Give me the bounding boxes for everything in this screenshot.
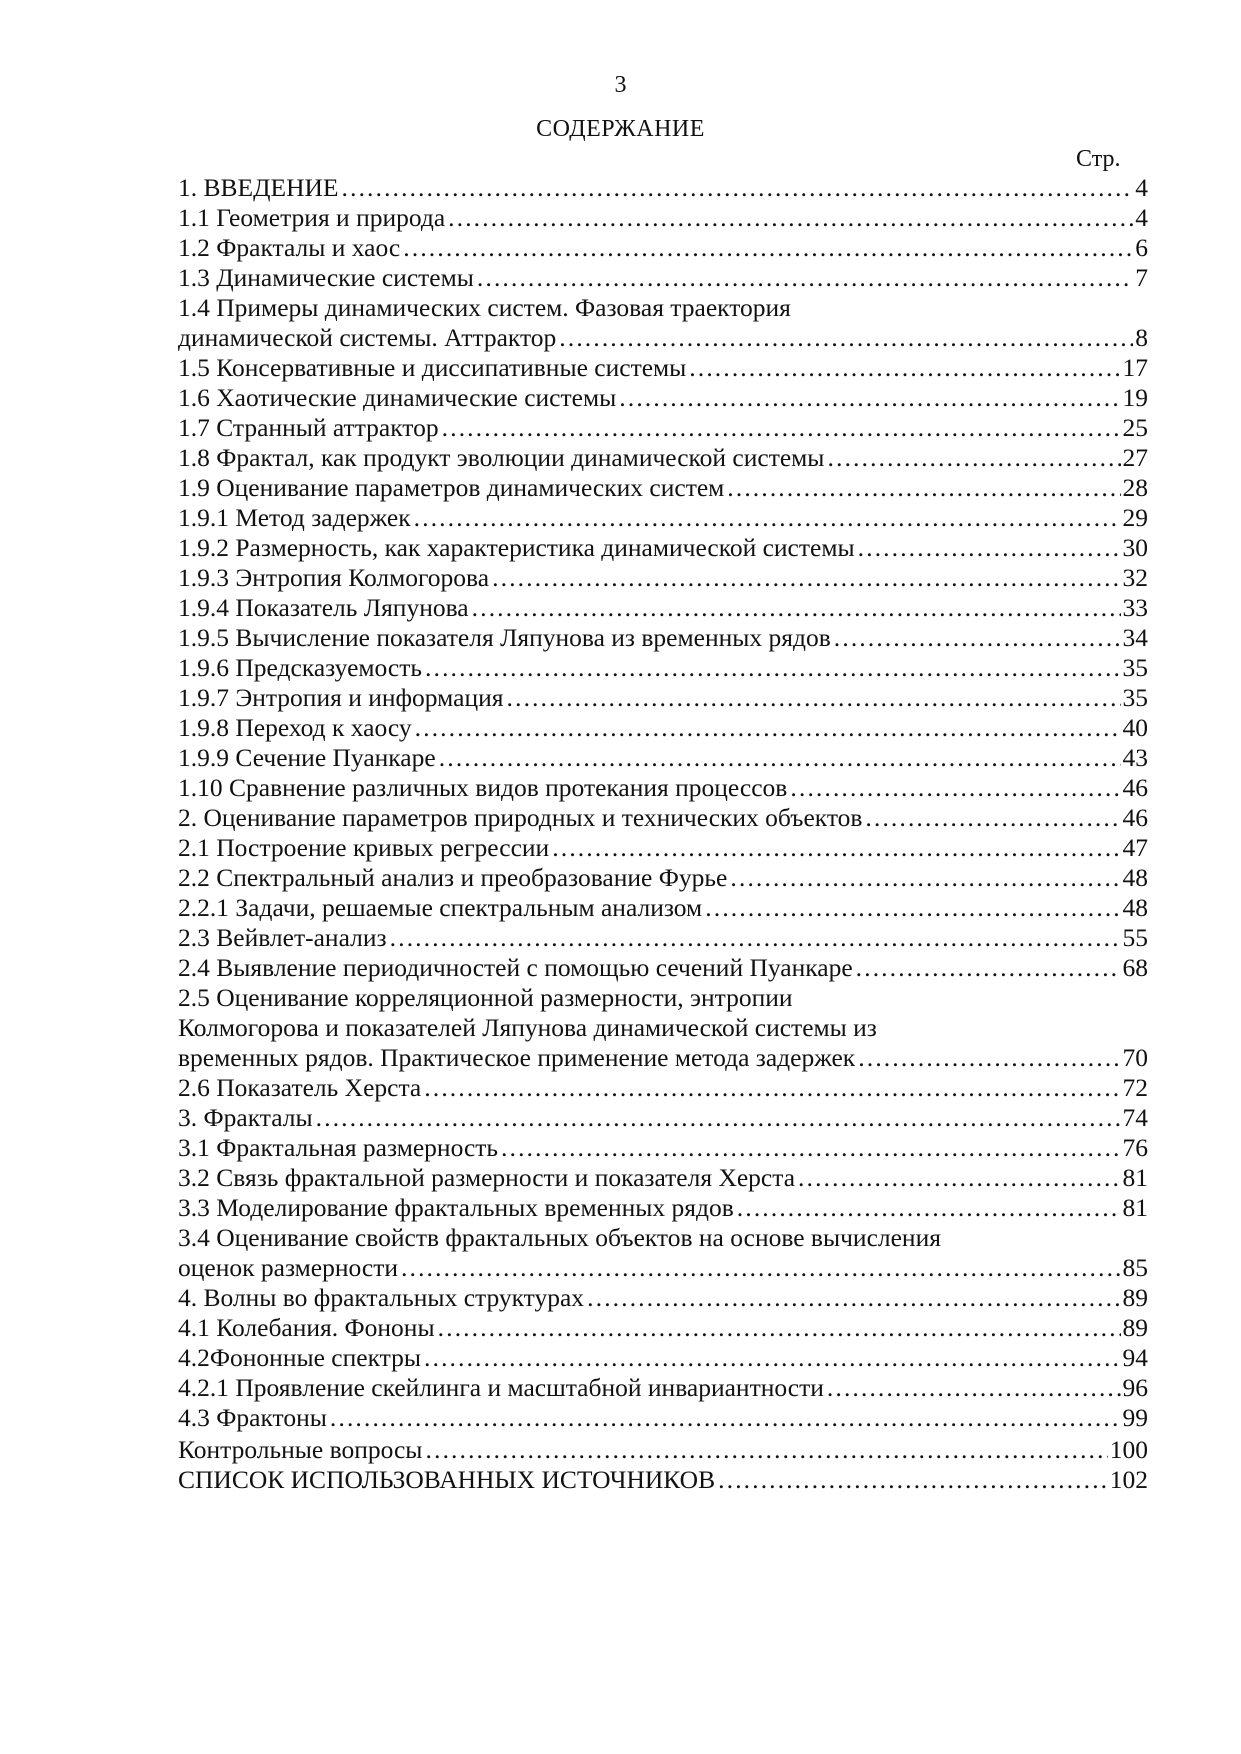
toc-entry-page: 81 [1122,1163,1148,1192]
dot-leader [551,833,1120,863]
toc-entry[interactable] [178,413,1148,443]
toc-entry[interactable] [178,443,1148,473]
toc-entry-page: 76 [1122,1133,1148,1162]
dot-leader [864,803,1120,833]
toc-entry-text: 1.1 Геометрия и природа [178,203,446,232]
toc-entry-page: 25 [1122,413,1148,442]
page-title: СОДЕРЖАНИЕ [536,116,705,142]
toc-entry-text: 1.7 Странный аттрактор [178,413,439,442]
toc-entry-text: 1.9.2 Размерность, как характеристика динамической системы [178,533,855,562]
toc-entry-text: 3.2 Связь фрактальной размерности и показателя Херста [178,1163,796,1192]
dot-leader [423,1343,1121,1373]
toc-entry-text: оценок размерности [178,1253,398,1282]
toc-entry-text: 2.3 Вейвлет-анализ [178,923,387,952]
toc-entry[interactable] [178,803,1148,833]
toc-entry[interactable] [178,893,1148,923]
toc-entry-page: 29 [1122,503,1148,532]
toc-entry-text: 4.2Фононные спектры [178,1343,421,1372]
dot-leader [505,683,1120,713]
toc-entry-page: 35 [1122,653,1148,682]
page-number: 3 [614,72,627,98]
toc-entry-text: 3. Фракталы [178,1103,313,1132]
toc-entry[interactable] [178,1343,1148,1373]
dot-leader [340,173,1133,203]
dot-leader [329,1403,1121,1433]
toc-entry-text: 2. Оценивание параметров природных и технических объектов [178,803,863,832]
toc-entry-page: 43 [1122,743,1148,772]
toc-entry-text: 1.8 Фрактал, как продукт эволюции динамической системы [178,443,825,472]
dot-leader [618,383,1120,413]
dot-leader [797,1163,1120,1193]
toc-entry-text: 1.9.7 Энтропия и информация [178,683,504,712]
toc-entry-page: 34 [1122,623,1148,652]
toc-entry-text: 1.4 Примеры динамических систем. Фазовая траектория [178,293,791,322]
dot-leader [424,653,1120,683]
dot-leader [413,503,1121,533]
dot-leader [833,623,1121,653]
toc-entry-page: 100 [1109,1435,1148,1464]
toc-entry-page: 4 [1135,173,1148,202]
toc-entry[interactable] [178,713,1148,743]
toc-entry-text: 4.3 Фрактоны [178,1403,327,1432]
toc-entry[interactable] [178,653,1148,683]
toc-entry-page: 102 [1109,1465,1148,1494]
toc-entry-text: 1.10 Сравнение различных видов протекания процессов [178,773,788,802]
toc-entry-page: 28 [1122,473,1148,502]
dot-leader [491,563,1120,593]
toc-entry-page: 48 [1122,863,1148,892]
toc-entry[interactable] [178,983,1148,1073]
toc-entry[interactable] [178,293,1148,353]
toc-entry-page: 27 [1122,443,1148,472]
toc-entry-page: 89 [1122,1313,1148,1342]
dot-leader [423,1073,1120,1103]
dot-leader [789,773,1120,803]
toc-entry[interactable] [178,1283,1148,1313]
dot-leader [857,1043,1120,1073]
toc-entry-page: 70 [1122,1043,1148,1072]
toc-entry-page: 35 [1122,683,1148,712]
dot-leader [586,1283,1120,1313]
toc-entry[interactable] [178,1373,1148,1403]
dot-leader [441,413,1121,443]
toc-entry[interactable] [178,683,1148,713]
dot-leader [400,1253,1121,1283]
toc-entry-page: 6 [1135,233,1148,262]
toc-entry-text: динамической системы. Аттрактор [178,323,557,352]
dot-leader [826,1373,1121,1403]
toc-entry-page: 17 [1122,353,1148,382]
dot-leader [414,713,1121,743]
toc-entry-text: 3.3 Моделирование фрактальных временных рядов [178,1193,734,1222]
toc-entry-text: 1.3 Динамические системы [178,263,474,292]
toc-entry[interactable] [178,353,1148,383]
toc-entry[interactable] [178,1073,1148,1103]
dot-leader [500,1133,1120,1163]
dot-leader [857,533,1121,563]
toc-entry[interactable] [178,173,1148,203]
toc-entry-page: 8 [1135,323,1148,352]
toc-entry[interactable] [178,623,1148,653]
toc-entry-text: 2.6 Показатель Херста [178,1073,422,1102]
toc-entry[interactable] [178,1193,1148,1223]
dot-leader [424,1435,1107,1465]
toc-entry-text: 3.4 Оценивание свойств фрактальных объектов на основе вычисления [178,1223,941,1252]
dot-leader [688,353,1120,383]
table-of-contents [178,173,1148,1495]
toc-entry-text: временных рядов. Практическое применение метода задержек [178,1043,856,1072]
toc-entry[interactable] [178,473,1148,503]
toc-entry-text: 2.4 Выявление периодичностей с помощью сечений Пуанкаре [178,953,853,982]
dot-leader [476,263,1133,293]
dot-leader [855,953,1121,983]
dot-leader [447,203,1133,233]
dot-leader [471,593,1121,623]
toc-entry-text: 1.5 Консервативные и диссипативные системы [178,353,687,382]
toc-entry-page: 89 [1122,1283,1148,1312]
toc-entry[interactable] [178,233,1148,263]
toc-entry-page: 96 [1122,1373,1148,1402]
toc-entry-page: 85 [1122,1253,1148,1282]
toc-entry-text: 1.6 Хаотические динамические системы [178,383,617,412]
toc-entry-text: 1.9 Оценивание параметров динамических систем [178,473,725,502]
toc-entry-text: 2.2.1 Задачи, решаемые спектральным анализом [178,893,703,922]
toc-entry-page: 48 [1122,893,1148,922]
toc-entry-text: 1.9.3 Энтропия Колмогорова [178,563,490,592]
toc-entry[interactable] [178,953,1148,983]
toc-entry-text: 2.1 Построение кривых регрессии [178,833,550,862]
toc-entry-page: 4 [1135,203,1148,232]
toc-entry[interactable] [178,1163,1148,1193]
toc-entry-text: 1.9.9 Сечение Пуанкаре [178,743,436,772]
toc-entry-text: 2.5 Оценивание корреляционной размерности, энтропии [178,983,793,1012]
toc-entry-text: 1.9.5 Вычисление показателя Ляпунова из временных рядов [178,623,831,652]
toc-entry-text: 3.1 Фрактальная размерность [178,1133,499,1162]
toc-entry[interactable] [178,533,1148,563]
toc-entry-page: 74 [1122,1103,1148,1132]
toc-entry[interactable] [178,833,1148,863]
toc-entry[interactable] [178,743,1148,773]
toc-entry-text: 2.2 Спектральный анализ и преобразование Фурье [178,863,728,892]
toc-entry[interactable] [178,593,1148,623]
toc-entry-text: 4.1 Колебания. Фононы [178,1313,435,1342]
toc-entry-page: 55 [1122,923,1148,952]
toc-entry[interactable] [178,503,1148,533]
toc-entry[interactable] [178,263,1148,293]
toc-entry-page: 99 [1122,1403,1148,1432]
toc-entry[interactable] [178,863,1148,893]
toc-entry-text: 4.2.1 Проявление скейлинга и масштабной инвариантности [178,1373,824,1402]
toc-entry-page: 46 [1122,803,1148,832]
toc-entry-page: 46 [1122,773,1148,802]
toc-entry-text: 1.9.8 Переход к хаосу [178,713,412,742]
dot-leader [717,1465,1108,1495]
dot-leader [704,893,1120,923]
toc-entry[interactable] [178,563,1148,593]
toc-entry-text: 1.9.1 Метод задержек [178,503,411,532]
toc-entry[interactable] [178,1403,1148,1433]
dot-leader [402,233,1133,263]
toc-entry[interactable] [178,773,1148,803]
toc-entry[interactable] [178,203,1148,233]
toc-entry-page: 72 [1122,1073,1148,1102]
dot-leader [437,1313,1121,1343]
toc-entry-page: 19 [1122,383,1148,412]
dot-leader [729,863,1120,893]
dot-leader [726,473,1120,503]
page-column-label: Стр. [1076,146,1121,172]
toc-entry[interactable] [178,1313,1148,1343]
toc-entry-text: СПИСОК ИСПОЛЬЗОВАННЫХ ИСТОЧНИКОВ [178,1465,716,1494]
toc-entry-text: 1. ВВЕДЕНИЕ [178,173,339,202]
toc-entry[interactable] [178,1223,1148,1283]
toc-entry-page: 94 [1122,1343,1148,1372]
toc-entry-page: 30 [1122,533,1148,562]
toc-entry-text: Контрольные вопросы [178,1435,423,1464]
toc-entry-text: 1.2 Фракталы и хаос [178,233,401,262]
dot-leader [389,923,1121,953]
toc-entry[interactable] [178,1133,1148,1163]
toc-entry-page: 68 [1122,953,1148,982]
toc-entry-page: 7 [1135,263,1148,292]
toc-entry-text: 1.9.6 Предсказуемость [178,653,423,682]
toc-entry[interactable] [178,1103,1148,1133]
dot-leader [826,443,1120,473]
dot-leader [558,323,1133,353]
toc-entry-text: Колмогорова и показателей Ляпунова динамической системы из [178,1013,877,1042]
toc-entry-page: 33 [1122,593,1148,622]
dot-leader [315,1103,1121,1133]
toc-entry-page: 81 [1122,1193,1148,1222]
toc-entry-text: 1.9.4 Показатель Ляпунова [178,593,469,622]
toc-entry[interactable] [178,1465,1148,1495]
toc-entry[interactable] [178,383,1148,413]
toc-entry[interactable] [178,1435,1148,1465]
toc-entry-page: 40 [1122,713,1148,742]
dot-leader [736,1193,1121,1223]
toc-entry-text: 4. Волны во фрактальных структурах [178,1283,585,1312]
toc-entry[interactable] [178,923,1148,953]
dot-leader [438,743,1121,773]
toc-entry-page: 32 [1122,563,1148,592]
toc-entry-page: 47 [1122,833,1148,862]
